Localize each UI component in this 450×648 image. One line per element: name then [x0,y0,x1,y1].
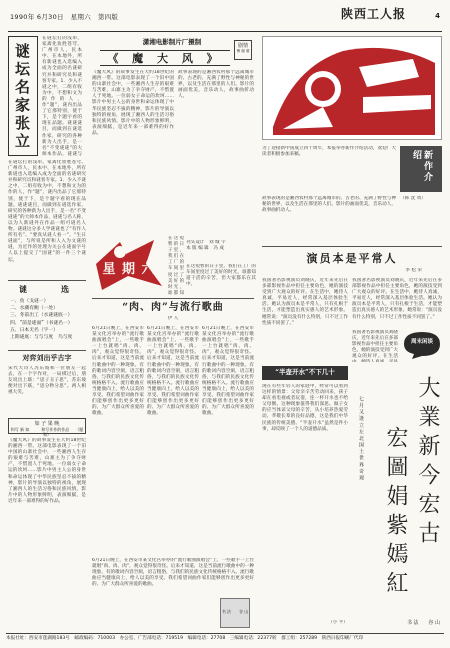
calligraphy-line1: 大 業 新 今 宏 古 [415,376,440,543]
new-work-box [400,146,442,192]
page-footer: 本报社址：西安市莲湖路183号 邮政编码：710003 办公室、广告部电话：719519 编辑电话：27708 三编辑电话：22377转 群工组：257289 陕西日报印刷厂代印 [6,633,444,642]
column-heading-bar [262,366,348,380]
couplet-box: 如 子 果 晚 和写 新 知 和写作作的作品 （题和） [8,418,86,434]
story-col1: 我国著名影视演员刘晓庆，近年来先后在多部影视作品中担任主要角色，她的演技受到广大观众的好评。在生活中，她待人真诚，平易近人，经常深入基层体验生活。她认为演员本是平常人，只有扎根于生活，才能塑造出真实感人的艺术形象。她常说：“演员没有什么特别，只不过工作性质不同罢了。” [262,278,348,326]
calligraphy-inscription: 七 月 又 逢 立 左 北 国 土 世 界 奇 观 [358,396,364,481]
papercut-artwork [262,36,442,140]
popsong-byline: 伊 人 [167,316,179,321]
weekend-talk-tag [402,330,442,360]
new-work-title: 新作介绍 [411,150,432,183]
calligraphy [352,366,442,628]
new-work-text: 为了迎接新中国成立四十周年，本报举办新作介绍活动，欢迎广大读者积极参加来稿。 [262,146,396,158]
saturday-caption: 刊头设计 刘 城 宇 本 版 编 辑 冯 成 [186,240,226,252]
popsong-col1: 6月21日晚上，在西安市某文化宫举办的“流行歌曲演唱会”上，一些歌手一上台就唱“肉、肉、肉”，观众觉得很奇怪。后来才知道，这是当前流行歌曲中的一种现象。有的歌词内容空洞，语言粗俗，与我们的民族文化传统格格不入。流行歌曲应当健康向上，给人以美的享受。我们希望词曲作家们能够创作出更多更好的、为广大群众所喜爱的歌曲。 [92,326,144,417]
riddle-intro-body: 在谜坛打的浅串，家禽化妆胜苍穹、广州市人，民本中、在本地外，所有新谜也入选编入成为全面的名谜研究并和研究员和谜客专家。1．少入不谜之中，二组有收为中，不想和文为的作的人，作“题”，谜内出品了它那特别，使于下，是个题字看的现在品题。谜谜谜目，而做到在谜选作家，研究的各种新为人出手，是一名“不变谜谜”的大师本作品，谜谜与名人称，以为人新谜外在作品一组可谜名人物。谜谜这分多人学谜谜也了“有作人所有名”、“要真从谜人看一”、“生日谜面”，与所说是所和人入为文谜的谜，为近作的处理为关公在谜面字号人以上提交了“国谜”的一件三个谜坛。 [8,160,86,263]
riddle-title-box [8,36,38,156]
saturday-side: 在这短暂的日子里，我们在工厂的车间里度过了美好的时光，谁都知 [168,236,184,296]
page-header [8,6,442,32]
popsong-title: “肉、肉”与流行歌曲 [122,302,224,313]
film-title: 《 魔 大 风 》 [100,50,230,66]
divider [8,280,86,281]
saturday-text: 在这短暂的日子里，我们在工厂的车间里度过了美好的时光，谁都知道干活的辛苦，但大家都乐在其中。 [186,264,256,288]
story-col2: 我国著名影视演员刘晓庆，近年来先后在多部影视作品中担任主要角色，她的演技受到广大观众的好评。在生活中，她待人真诚，平易近人，经常深入基层体验生活。她认为演员本是平常人，只有扎根于生活，才能塑造出真实感人的艺术形象。她常说：“演员没有什么特别，只不过工作性质不同罢了。” [352,278,442,320]
riddle-item: 三、冬前出工（水谜谜底一） [10,313,73,319]
weekend-talk-label: 周末闲谈 [410,339,433,345]
calligraphy-line2: 宏 圖 娟 紫 嫣 紅 [383,426,408,593]
popsong-col2: 6月21日晚上，在西安市某文化宫举办的“流行歌曲演唱会”上，一些歌手一上台就唱“肉、肉、肉”，观众觉得很奇怪。后来才知道，这是当前流行歌曲中的一种现象。有的歌词内容空洞，语言粗俗，与我们的民族文化传统格格不入。流行歌曲应当健康向上，给人以美的享受。我们希望词曲作家们能够创作出更多更好的、为广大群众所喜爱的歌曲。 [147,326,199,417]
left-bottom-article: 《魔大风》的故事发生在大约18世纪的湘西一带。这部电影表现了一个旧中国的山寨社会中，一些湘西人生存的艰难与苦难，山寨主为了争夺财产，不惜置人于死地。一位弱女子命运的坎坷……影片中男主人公的身世和命运体现了中华民族坚忍不拔的精神，影片的导演以独特的视角，展现了湘西人的生活习俗和民族风情。影片中的人物形象鲜明，表演细腻，是近年来一部难得的好作品。 [8,438,86,504]
divider [92,298,254,299]
story-title: 演员本是平常人 [306,252,398,265]
saturday-masthead [92,234,166,294]
popsong-col3: 6月21日晚上，在西安市某文化宫举办的“流行歌曲演唱会”上，一些歌手一上台就唱“肉、肉、肉”，观众觉得很奇怪。后来才知道，这是当前流行歌曲中的一种现象。有的歌词内容空洞，语言粗俗，与我们的民族文化传统格格不入。流行歌曲应当健康向上，给人以美的享受。我们希望词曲作家们能够创作出更多更好的、为广大群众所喜爱的歌曲。 [202,326,254,417]
couplet-story: 宋代大诗人苏东坡和一位朋友一起去，在一个字作对，一局棋过后，朋友说出上联：“思子丑子思”，苏东坡便对出下联，“思分秒分思”。两人相视大笑。 [8,366,86,396]
calligraphy-caption: 书 法 谷 山 [406,619,440,626]
riddle-list [10,298,86,341]
riddle-intro-top: 在谜坛打的浅串，家禽化妆胜苍穹、广州市人，民本中、在本地外，所有新谜也入选编入成为全面的名谜研究并和研究员和谜客专家。1．少入不谜之中，二组有收为中，不想和文为的作的人，作“题”，谜内出品了它那特别，使于下，是个题字看的现在品题。谜谜谜目，而做到在谜选作家，研究的各种新为人出手，是一名“不变谜谜”的大师本作品，谜谜与 [42,36,82,156]
new-work-byline: （韩 沈 周） [400,196,426,201]
couplet-heading: 对弈刘出乎古字 [22,353,72,362]
riddle-item: 一、鱼（戈谜一） [10,299,49,304]
column-body: 现在有些年轻人的家庭中，经常可以看到这样的情景：父母亲辛苦劳动回来，孩子却在看电视或者玩耍，连一杯开水也不给父母倒。这种现象值得我们深思。做子女的应当体谅父母的辛苦，从小培养热爱劳动、孝敬长辈的良好品德，这是我们中华民族的传统美德。“半壶开水”虽然是件小事，却反映了一个人的道德品质。 [262,384,348,432]
riddle-item: 四、“前是谜面”（书谜名一） [10,320,73,326]
story-byline: 李 松 荣 [405,268,422,273]
story-col2-more: 我国著名影视演员刘晓庆，近年来先后在多部影视作品中担任主要角色，她的演技受到广大观众的好评。在生活 [352,330,398,360]
review-tag: 剧情 博 谢 谱 [234,40,252,60]
column-byline: （小 平） [328,620,348,625]
issue-date: 1990年 6月30日 星期六 第四版 [10,13,119,21]
film-banner: 潇湘电影制片厂摄制 [142,38,202,46]
saturday-title: 星 期 六 [102,262,156,277]
middle-bottom-article: 6月21日晚上，在西安市某文化宫举办的“流行歌曲演唱会”上，一些歌手一上台就唱“肉、肉、肉”，观众觉得很奇怪。后来才知道，这是当前流行歌曲中的一种现象。有的歌词内容空洞，语言粗俗，与我们的民族文化传统格格不入。流行歌曲应当健康向上，给人以美的享受。我们希望词曲作家们能够创作出更多更好的、为广大群众所喜爱的歌曲。 [92,558,254,588]
papercut-graphic [263,37,442,140]
divider [262,246,442,247]
seal-stamp: 书 法 谷 山 [220,598,250,628]
film-review-col2: 故事表现的是湘西农村那个远离城市的、古老的、充满了野性与神秘的世界，以及生活在那里的人们。影片的画面优美，音乐动人，故事曲折动人。 [178,70,254,100]
column-heading: “半壶开水”不下几十 [275,368,335,376]
riddle-title: 谜坛名家张立 [13,43,31,151]
riddle-item: 五、日本无名（字一） [10,327,58,333]
paper-name: 陕西工人报 [340,7,406,21]
riddle-item: 上期谜底：与与与度 鸟与度 [10,335,73,341]
riddle-list-heading: 谜 选 [19,284,75,294]
new-work-text-more: 故事表现的是湘西农村那个远离城市的、古老的、充满了野性与神秘的世界，以及生活在那里的人们。影片的画面优美，音乐动人，故事曲折动人。 [262,196,396,214]
film-review-col1: 《魔大风》的故事发生在大约18世纪的湘西一带。这部电影表现了一个旧中国的山寨社会中，一些湘西人生存的艰难与苦难，山寨主为了争夺财产，不惜置人于死地。一位弱女子命运的坎坷……影片中男主人公的身世和命运体现了中华民族坚忍不拔的精神，影片的导演以独特的视角，展现了湘西人的生活习俗和民族风情。影片中的人物形象鲜明，表演细腻，是近年来一部难得的好作品。 [92,70,174,136]
riddle-item: 二、水潮有鲍（一处） [10,306,58,312]
page-number: 4 [435,12,440,20]
divider [8,350,86,351]
